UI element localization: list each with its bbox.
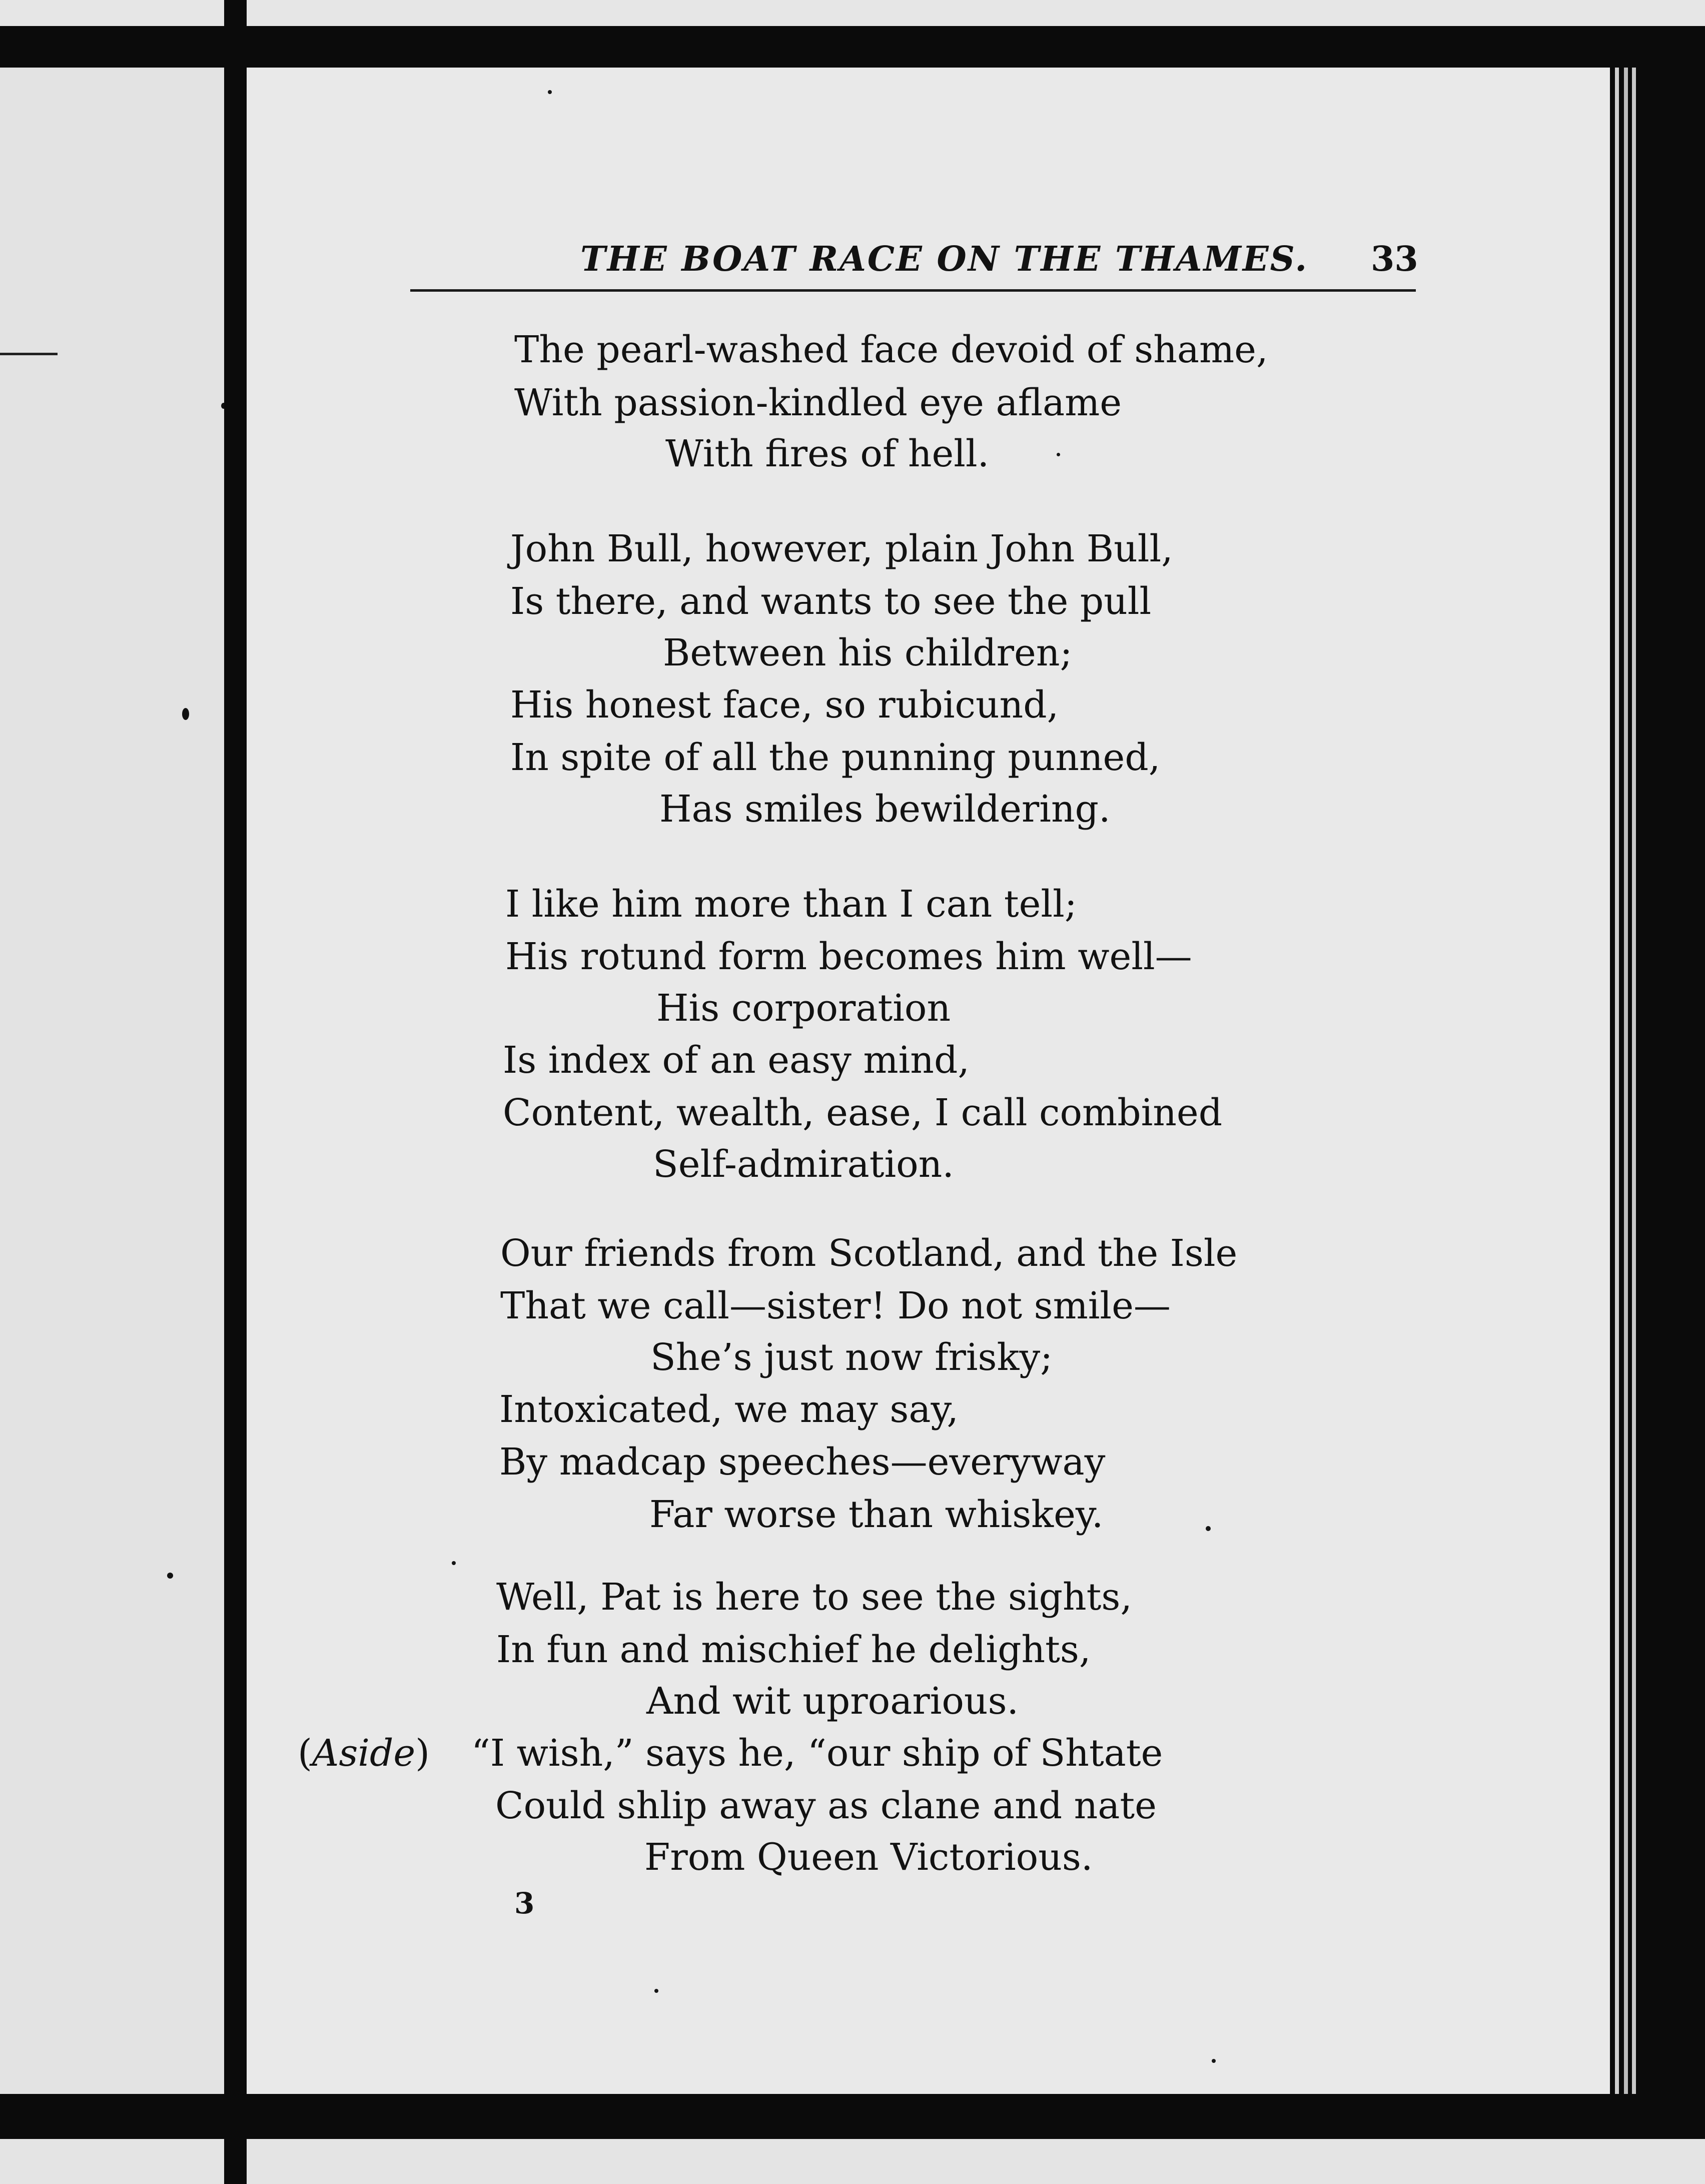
scan-speck [654, 1989, 658, 1993]
header-rule [410, 289, 1416, 292]
verse-line: Self-admiration. [653, 1143, 954, 1186]
aside-label-text: Aside [312, 1732, 416, 1775]
verse-line: With passion-kindled eye aflame [514, 381, 1122, 424]
verse-line: Between his children; [663, 631, 1073, 674]
left-page-speck [167, 1573, 173, 1579]
verse-line: From Queen Victorious. [644, 1836, 1093, 1879]
verse-line: His rotund form becomes him well— [505, 935, 1192, 978]
verse-line: Well, Pat is here to see the sights, [496, 1576, 1132, 1619]
verse-line: Could shlip away as clane and nate [495, 1784, 1157, 1827]
running-head: THE BOAT RACE ON THE THAMES. [580, 239, 1309, 279]
page-number: 33 [1371, 239, 1418, 279]
scan-speck [1206, 1526, 1211, 1531]
bottom-page-strip [0, 2139, 1705, 2184]
page-edge [1632, 68, 1636, 2094]
verse-line: Is index of an easy mind, [503, 1039, 970, 1082]
signature-mark: 3 [514, 1886, 535, 1920]
scan-speck [1057, 453, 1060, 456]
verse-line: By madcap speeches—everyway [499, 1440, 1106, 1484]
verse-line: Intoxicated, we may say, [499, 1388, 959, 1431]
verse-line: That we call—sister! Do not smile— [500, 1284, 1171, 1327]
verse-line: In spite of all the punning punned, [510, 736, 1161, 779]
verse-line: And wit uproarious. [646, 1680, 1019, 1723]
verse-line: The pearl-washed face devoid of shame, [514, 328, 1268, 371]
gutter [224, 0, 247, 2184]
verse-line: In fun and mischief he delights, [496, 1628, 1091, 1671]
verse-line: “I wish,” says he, “our ship of Shtate [471, 1732, 1163, 1775]
verse-line: I like him more than I can tell; [505, 883, 1077, 926]
verse-line: Our friends from Scotland, and the Isle [500, 1232, 1238, 1275]
verse-line: With fires of hell. [665, 432, 990, 475]
verse-line: John Bull, however, plain John Bull, [510, 527, 1173, 570]
page-edge [1615, 68, 1619, 2094]
scan-speck [452, 1561, 456, 1565]
verse-line: Content, wealth, ease, I call combined [503, 1091, 1223, 1134]
scan-speck [548, 90, 552, 94]
top-page-strip [0, 0, 1705, 26]
verse-line: His corporation [656, 987, 951, 1030]
verse-line: Far worse than whiskey. [649, 1493, 1104, 1536]
page-edge [1624, 68, 1628, 2094]
verse-line: Is there, and wants to see the pull [510, 580, 1152, 623]
verse-line: Has smiles bewildering. [659, 788, 1111, 831]
left-page-speck [182, 708, 189, 720]
left-page-rule [0, 353, 58, 355]
scan-speck [1212, 2059, 1216, 2063]
verse-line: She’s just now frisky; [650, 1336, 1053, 1379]
bottom-strip-divider [224, 2139, 247, 2184]
left-page-margin [0, 68, 224, 2094]
verse-line: His honest face, so rubicund, [510, 683, 1059, 726]
aside-label: (Aside) [298, 1732, 430, 1775]
